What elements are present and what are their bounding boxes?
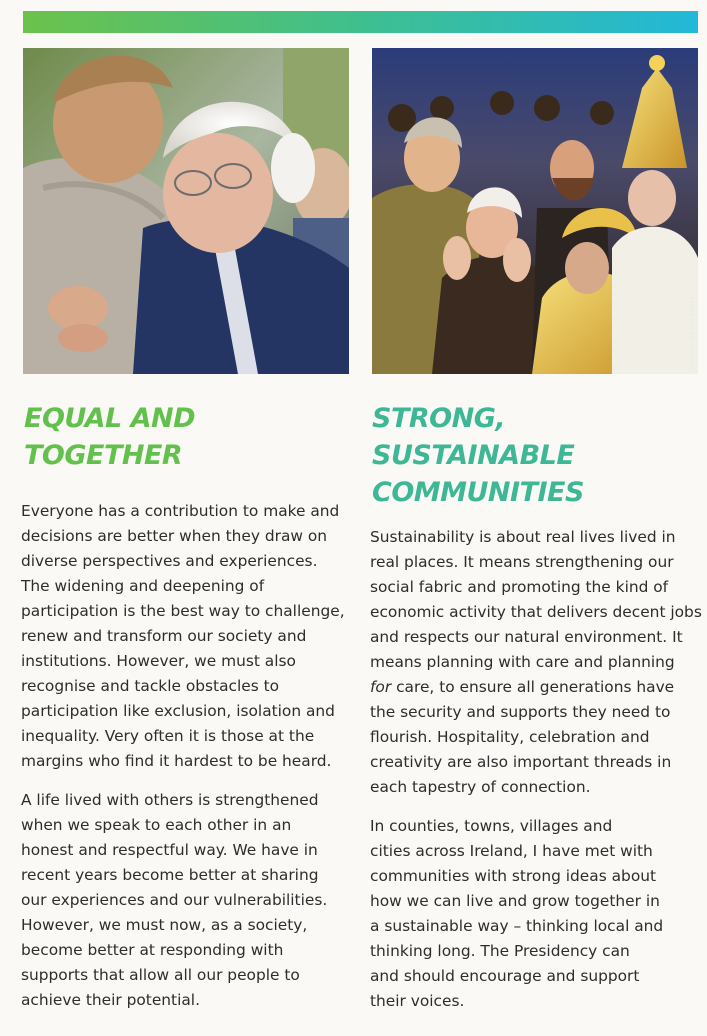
text-line: communities with strong ideas about <box>370 867 657 885</box>
heading-line: SUSTAINABLE <box>372 440 575 471</box>
text-line: the security and supports they need to <box>370 703 671 721</box>
heading-line: STRONG, <box>372 403 506 434</box>
text-line: participation is the best way to challenge, <box>21 602 345 620</box>
text-line: recent years become better at sharing <box>21 866 319 884</box>
paragraph-counties-towns <box>370 814 702 1014</box>
text-line: In counties, towns, villages and <box>370 817 613 835</box>
text-line-with-italic <box>370 675 702 700</box>
text-line: and respects our natural environment. It <box>370 628 683 646</box>
heading-equal-and-together <box>24 400 195 474</box>
text-line: creativity are also important threads in <box>370 753 672 771</box>
text-line: and should encourage and support <box>370 967 640 985</box>
text-line: supports that allow all our people to <box>21 966 300 984</box>
heading-strong-sustainable-communities <box>372 400 584 511</box>
text-line: social fabric and promoting the kind of <box>370 578 669 596</box>
text-line: means planning with care and planning <box>370 653 675 671</box>
text-line: Everyone has a contribution to make and <box>21 502 340 520</box>
text-line: our experiences and our vulnerabilities. <box>21 891 328 909</box>
text-line: margins who find it hardest to be heard. <box>21 752 332 770</box>
text-line: renew and transform our society and <box>21 627 307 645</box>
text-line: participation like exclusion, isolation and <box>21 702 335 720</box>
text-line: economic activity that delivers decent jobs <box>370 603 702 621</box>
text-line: their voices. <box>370 992 465 1010</box>
photo-embrace-image <box>23 48 349 374</box>
text-line: Sustainability is about real lives lived in <box>370 528 676 546</box>
text-line: how we can live and grow together in <box>370 892 660 910</box>
text-fragment: care, to ensure all generations have <box>391 678 675 696</box>
text-line: However, we must now, as a society, <box>21 916 308 934</box>
top-gradient-bar <box>23 11 698 33</box>
text-line: each tapestry of connection. <box>370 778 591 796</box>
text-line: A life lived with others is strengthened <box>21 791 319 809</box>
text-line: when we speak to each other in an <box>21 816 292 834</box>
text-line: The widening and deepening of <box>21 577 265 595</box>
text-line: flourish. Hospitality, celebration and <box>370 728 650 746</box>
text-line: achieve their potential. <box>21 991 200 1009</box>
italic-for: for <box>370 678 392 696</box>
text-line: diverse perspectives and experiences. <box>21 552 318 570</box>
photo-embrace <box>23 48 349 374</box>
text-line: a sustainable way – thinking local and <box>370 917 664 935</box>
heading-line: COMMUNITIES <box>372 477 584 508</box>
text-line: inequality. Very often it is those at the <box>21 727 315 745</box>
paragraph-life-lived <box>21 788 356 1013</box>
heading-line: TOGETHER <box>24 440 183 471</box>
text-line: real places. It means strengthening our <box>370 553 674 571</box>
text-line: honest and respectful way. We have in <box>21 841 318 859</box>
text-line: cities across Ireland, I have met with <box>370 842 653 860</box>
text-line: become better at responding with <box>21 941 284 959</box>
heading-line: EQUAL AND <box>24 403 196 434</box>
photo-credit: PHOTO: JEDD HARVEY <box>689 295 696 370</box>
photo-celebration-image <box>372 48 698 374</box>
text-line: recognise and tackle obstacles to <box>21 677 280 695</box>
text-line: thinking long. The Presidency can <box>370 942 630 960</box>
paragraph-contribution <box>21 499 356 774</box>
text-line: institutions. However, we must also <box>21 652 296 670</box>
left-column-body <box>21 499 356 1027</box>
photo-celebration <box>372 48 698 374</box>
text-line: decisions are better when they draw on <box>21 527 328 545</box>
right-column-body <box>370 525 702 1028</box>
paragraph-sustainability <box>370 525 702 800</box>
